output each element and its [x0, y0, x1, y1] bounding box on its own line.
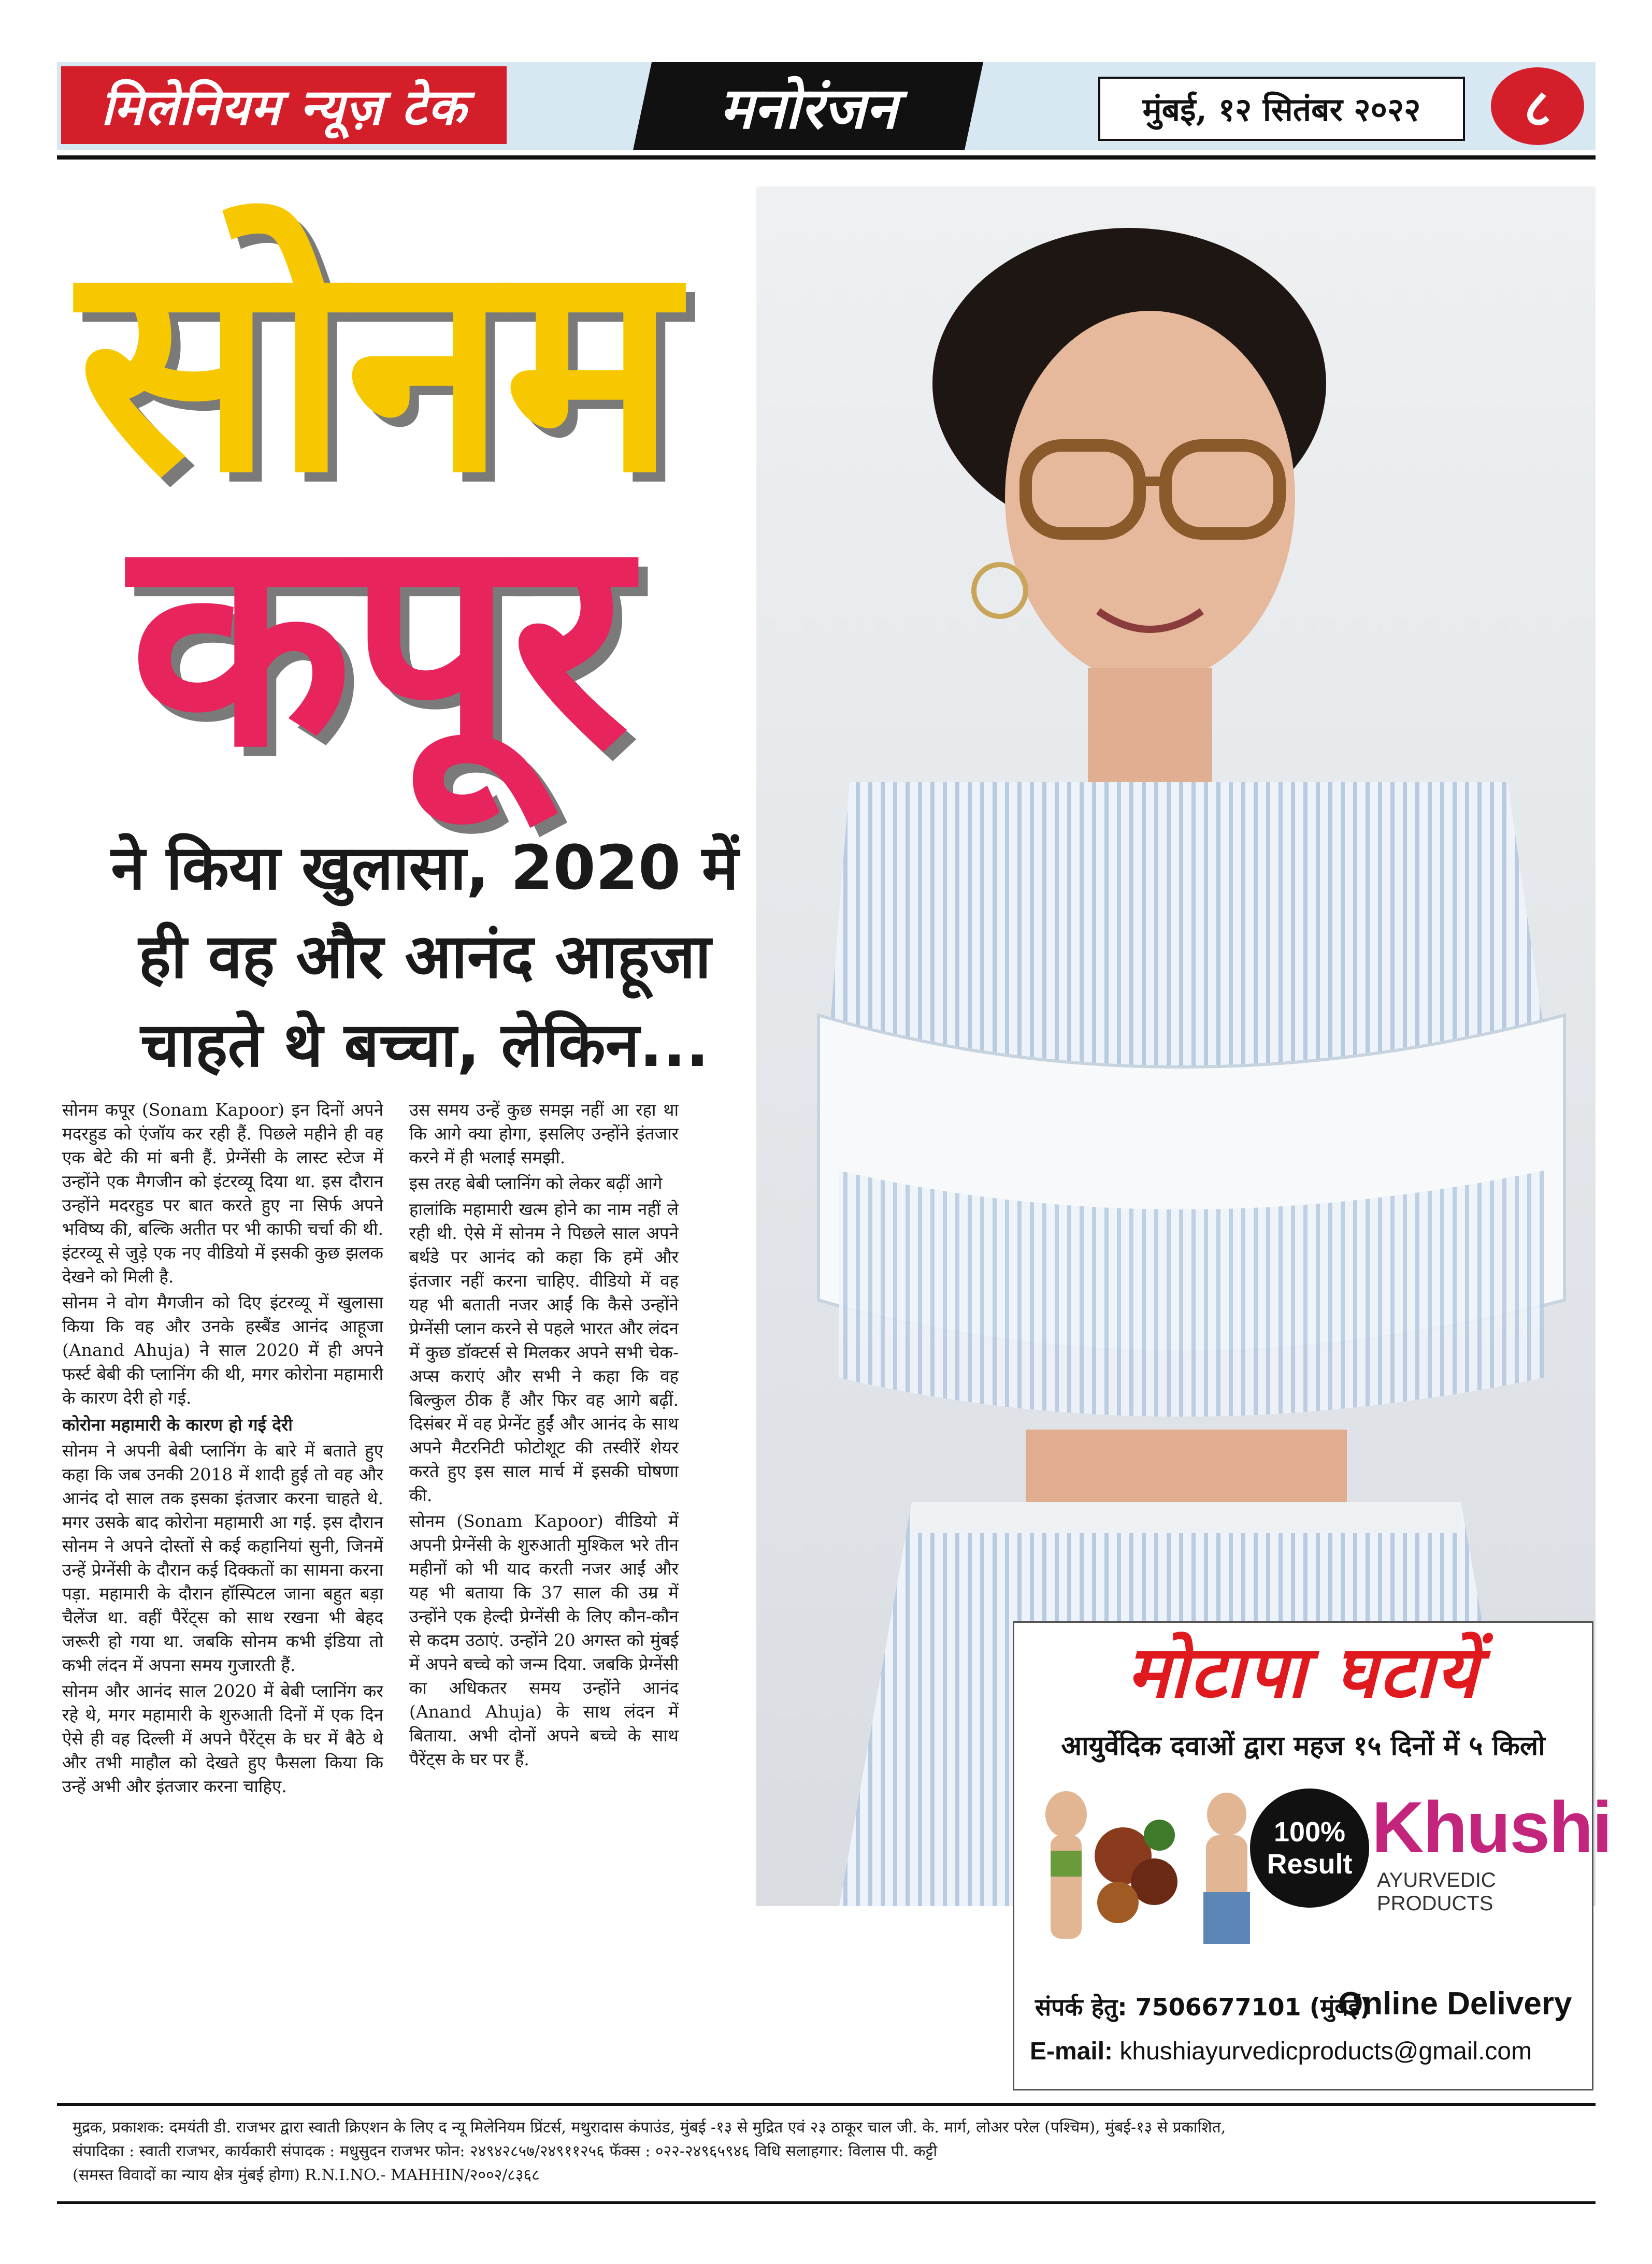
newspaper-brand: मिलेनियम न्यूज़ टेक	[61, 66, 507, 144]
ad-contact	[1035, 1991, 1371, 2023]
article-column-2	[409, 1098, 679, 2093]
email-address: khushiayurvedicproducts@gmail.com	[1119, 2038, 1532, 2065]
header-rule	[57, 155, 1596, 160]
dateline: मुंबई, १२ सितंबर २०२२	[1098, 77, 1465, 141]
article-column-1	[62, 1098, 383, 2093]
headline-line-1: सोनम	[78, 199, 674, 537]
paragraph: सोनम ने अपनी बेबी प्लानिंग के बारे में बताते हुए कहा कि जब उनकी 2018 में शादी हुई तो वह और आनंद दो साल तक इसका इंतजार करना चाहते थे. मगर उसके बाद कोरोना महामारी आ गई. इस दौरान सोनम ने अपने दोस्तों से कई कहानियां सुनी, जिनमें उन्हें प्रेग्नेंसी के दौरान कई दिक्कतों का सामना करना पड़ा. महामारी के दौरान हॉस्पिटल जाना बहुत बड़ा चैलेंज था. वहीं पैरेंट्स को साथ रखना भी बेहद जरूरी हो गया था. जबकि सोनम कभी इंडिया तो कभी लंदन में अपना समय गुजारती हैं.	[62, 1440, 383, 1675]
paragraph: हालांकि महामारी खत्म होने का नाम नहीं ले रही थी. ऐसे में सोनम ने पिछले साल अपने बर्थडे पर आनंद को कहा कि हमें और इंतजार नहीं करना चाहिए. वीडियो में वह यह भी बताती नजर आईं कि कैसे उन्होंने प्रेग्नेंसी प्लान करने से पहले भारत और लंदन में कुछ डॉक्टर्स से मिलकर अपने सभी चेक-अप्स कराएं और सभी ने कहा कि वह बिल्कुल ठीक हैं और फिर वह आगे बढ़ीं. दिसंबर में वह प्रेग्नेंट हुईं और आनंद के साथ अपने मैटरनिटी फोटोशूट की तस्वीरें शेयर करते हुए इस साल मार्च में इसकी घोषणा की.	[409, 1199, 679, 1505]
subheadline: ने किया खुलासा, 2020 में ही वह और आनंद आहूजा चाहते थे बच्चा, लेकिन...	[111, 832, 739, 1081]
paragraph: सोनम (Sonam Kapoor) वीडियो में अपनी प्रेग्नेंसी के शुरुआती मुश्किल भरे तीन महीनों को भी याद करती नजर आईं और यह भी बताया कि 37 साल की उम्र में उन्होंने एक हेल्दी प्रेग्नेंसी के लिए कौन-कौन से कदम उठाएं. उन्होंने 20 अगस्त को मुंबई में अपने बच्चे को जन्म दिया. जबकि प्रेग्नेंसी का अधिकतर समय उन्होंने आनंद (Anand Ahuja) के साथ लंदन में बिताया. अभी दोनों अपने बच्चे के साथ पैरेंट्स के घर पर हैं.	[409, 1511, 679, 1769]
paragraph: सोनम कपूर (Sonam Kapoor) इन दिनों अपने मदरहुड को एंजॉय कर रही हैं. पिछले महीने ही वह एक बेटे की मां बनी हैं. प्रेग्नेंसी के लास्ट स्टेज में उन्होंने एक मैगजीन को इंटरव्यू दिया था. इस दौरान उन्होंने मदरहुड पर बात करते हुए ना सिर्फ अपने भविष्य की, बल्कि अतीत पर भी काफी चर्चा की थी. इंटरव्यू से जुड़े एक नए वीडियो में इसकी कुछ झलक देखने को मिली है.	[62, 1100, 383, 1287]
badge-result: Result	[1267, 1849, 1353, 1880]
footer-line: संपादिका : स्वाती राजभर, कार्यकारी संपादक : मधुसुदन राजभर फोन: २४९४२८५७/२४९११२५६ फॅक्स : ०२२-२४९६५९४६ विधि सलाहगार: विलास पी. कट्टी	[73, 2142, 938, 2160]
ad-delivery: Online Delivery	[1338, 1986, 1572, 2022]
contact-phone: 7506677101 (मुंबई)	[1135, 1993, 1371, 2021]
ad-result-badge	[1250, 1789, 1369, 1908]
contact-label: संपर्क हेतु:	[1035, 1993, 1127, 2021]
ad-brand-logo: Khushi	[1372, 1786, 1612, 1868]
imprint-footer	[73, 2116, 1585, 2187]
article-subtitle: कोरोना महामारी के कारण हो गई देरी	[62, 1415, 293, 1435]
paragraph: सोनम ने वोग मैगजीन को दिए इंटरव्यू में खुलासा किया कि वह और उनके हस्बैंड आनंद आहूजा (Anand Ahuja) ने साल 2020 में ही अपने फर्स्ट बेबी की प्लानिंग की थी, मगर कोरोना महामारी के कारण देरी हो गई.	[62, 1292, 383, 1408]
ad-product-collage	[1035, 1778, 1258, 1949]
page-number: ८	[1491, 67, 1584, 145]
paragraph: उस समय उन्हें कुछ समझ नहीं आ रहा था कि आगे क्या होगा, इसलिए उन्होंने इंतजार करने में ही भलाई समझी.	[409, 1100, 679, 1167]
section-text: मनोरंजन	[719, 75, 897, 141]
ad-brand-subtitle: AYURVEDIC PRODUCTS	[1377, 1869, 1496, 1915]
footer-rule	[57, 2103, 1596, 2106]
page-end-rule	[57, 2201, 1596, 2204]
ad-title: मोटापा घटायें	[1127, 1631, 1479, 1714]
ad-email	[1030, 2037, 1532, 2066]
paragraph: सोनम और आनंद साल 2020 में बेबी प्लानिंग कर रहे थे, मगर महामारी के शुरुआती दिनों में एक दिन ऐसे ही वह दिल्ली में अपने पैरेंट्स के घर में बैठे थे और तभी माहौल को देखते हुए फैसला किया कि उन्हें अभी और इंतजार करना चाहिए.	[62, 1681, 383, 1796]
email-label: E-mail:	[1030, 2038, 1113, 2065]
section-label	[633, 62, 983, 150]
ad-tagline: आयुर्वेदिक दवाओं द्वारा महज १५ दिनों में ५ किलो	[1061, 1731, 1545, 1762]
badge-percent: 100%	[1273, 1816, 1346, 1848]
advertisement-box	[1013, 1621, 1612, 2090]
headline-line-2: कपूर	[130, 473, 627, 811]
footer-line: मुद्रक, प्रकाशक: दमयंती डी. राजभर द्वारा स्वाती क्रिएशन के लिए द न्यू मिलेनियम प्रिंटर्स, मथुरादास कंपाउंड, मुंबई -१३ से मुद्रित एवं २३ ठाकूर चाल जी. के. मार्ग, लोअर परेल (पश्चिम), मुंबई-१३ से प्रकाशित,	[73, 2118, 1226, 2137]
paragraph: इस तरह बेबी प्लानिंग को लेकर बढ़ीं आगे	[409, 1173, 663, 1193]
footer-line: (समस्त विवादों का न्याय क्षेत्र मुंबई होगा) R.N.I.NO.- MAHHIN/२००२/८३६८	[73, 2166, 540, 2184]
